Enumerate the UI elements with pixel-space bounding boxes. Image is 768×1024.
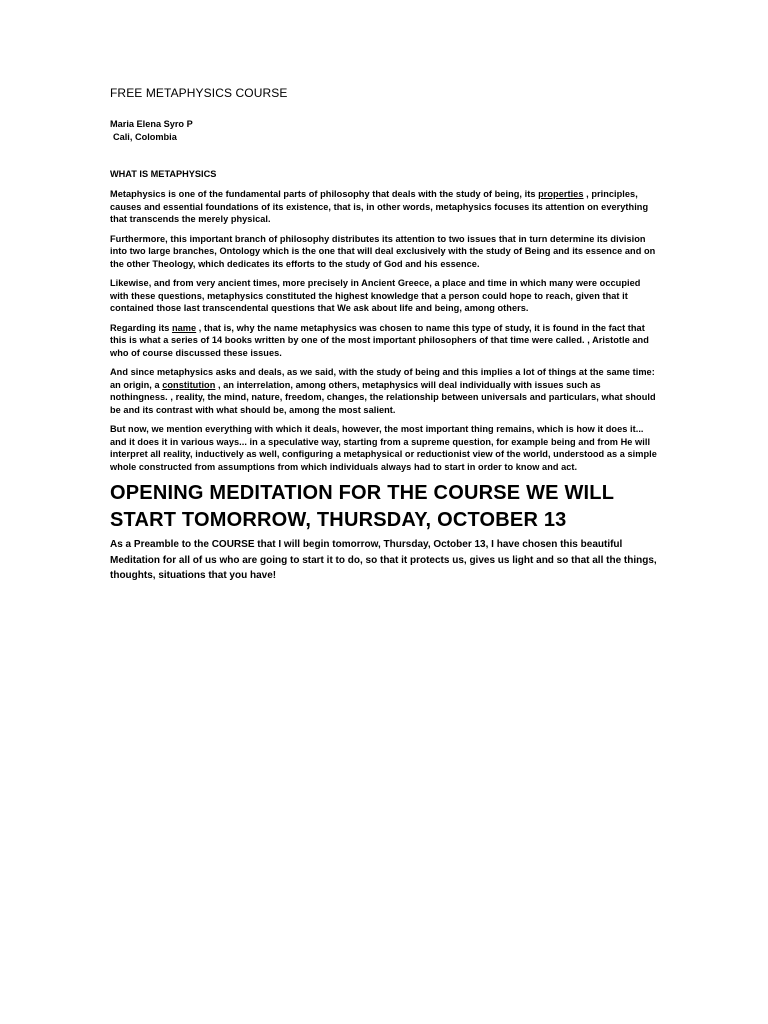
paragraph-name	[110, 322, 658, 360]
paragraph-text: And since metaphysics asks and deals, as we said, with the study of being and this implies a lot of things at the same time: an origin, a	[110, 367, 655, 390]
paragraph-text: , an interrelation, among others, metaphysics will deal individually with issues such as nothingness. , reality, the mind, nature, freedom, changes, the relationship between universals and particulars, what should be and its contrast with what should be, among the most salient.	[110, 379, 656, 415]
preamble-paragraph: As a Preamble to the COURSE that I will begin tomorrow, Thursday, October 13, I have chosen this beautiful Meditation for all of us who are going to start it to do, so that it protects us, gives us light and so that all the things, thoughts, situations that you have!	[110, 539, 657, 581]
paragraph-method: But now, we mention everything with which it deals, however, the most important thing remains, which is how it does it... and it does it in various ways... in a speculative way, starting from a supreme question, for example being and from He will interpret all reality, inductively as well, configuring a metaphysical or reductionist view of the world, understood as a simple whole constructed from assumptions from which individuals always had to start in order to know and act.	[110, 424, 657, 472]
author-name: Maria Elena Syro P	[110, 119, 193, 129]
paragraph-issues	[110, 366, 658, 416]
section-heading: WHAT IS METAPHYSICS	[110, 169, 217, 179]
paragraph-text: Regarding its	[110, 322, 172, 333]
paragraph-text: , principles, causes and essential foundations of its existence, that is, in other words, metaphysics focuses its attention on everything that transcends the merely physical.	[110, 189, 649, 224]
paragraph-definition	[110, 188, 658, 226]
document-page	[110, 86, 658, 584]
paragraph-text: Metaphysics is one of the fundamental parts of philosophy that deals with the study of being, its	[110, 189, 539, 199]
paragraph-branches: Furthermore, this important branch of philosophy distributes its attention to two issues that in turn determine its division into two large branches, Ontology which is the one that will deal exclusively with the study of Being and its essence and on the other Theology, which dedicates its efforts to the study of God and his essence.	[110, 233, 656, 269]
paragraph-history: Likewise, and from very ancient times, more precisely in Ancient Greece, a place and time in which many were occupied with these questions, metaphysics constituted the highest knowledge that a person could hope to reach, given that it contained those last transcendental questions that We ask about life and being, among others.	[110, 278, 641, 313]
document-title: FREE METAPHYSICS COURSE	[110, 86, 288, 100]
meditation-heading: OPENING MEDITATION FOR THE COURSE WE WILL START TOMORROW, THURSDAY, OCTOBER 13	[110, 482, 614, 531]
constitution-link[interactable]: constitution	[162, 379, 216, 390]
name-link[interactable]: name	[171, 322, 197, 333]
paragraph-text: , that is, why the name metaphysics was chosen to name this type of study, it is found in the fact that this is what a series of 14 books written by one of the most important philosophers of that time were called. , Aristotle and who of course discussed these issues.	[110, 322, 649, 358]
properties-link[interactable]: properties	[538, 189, 584, 199]
author-location: Cali, Colombia	[113, 132, 177, 142]
